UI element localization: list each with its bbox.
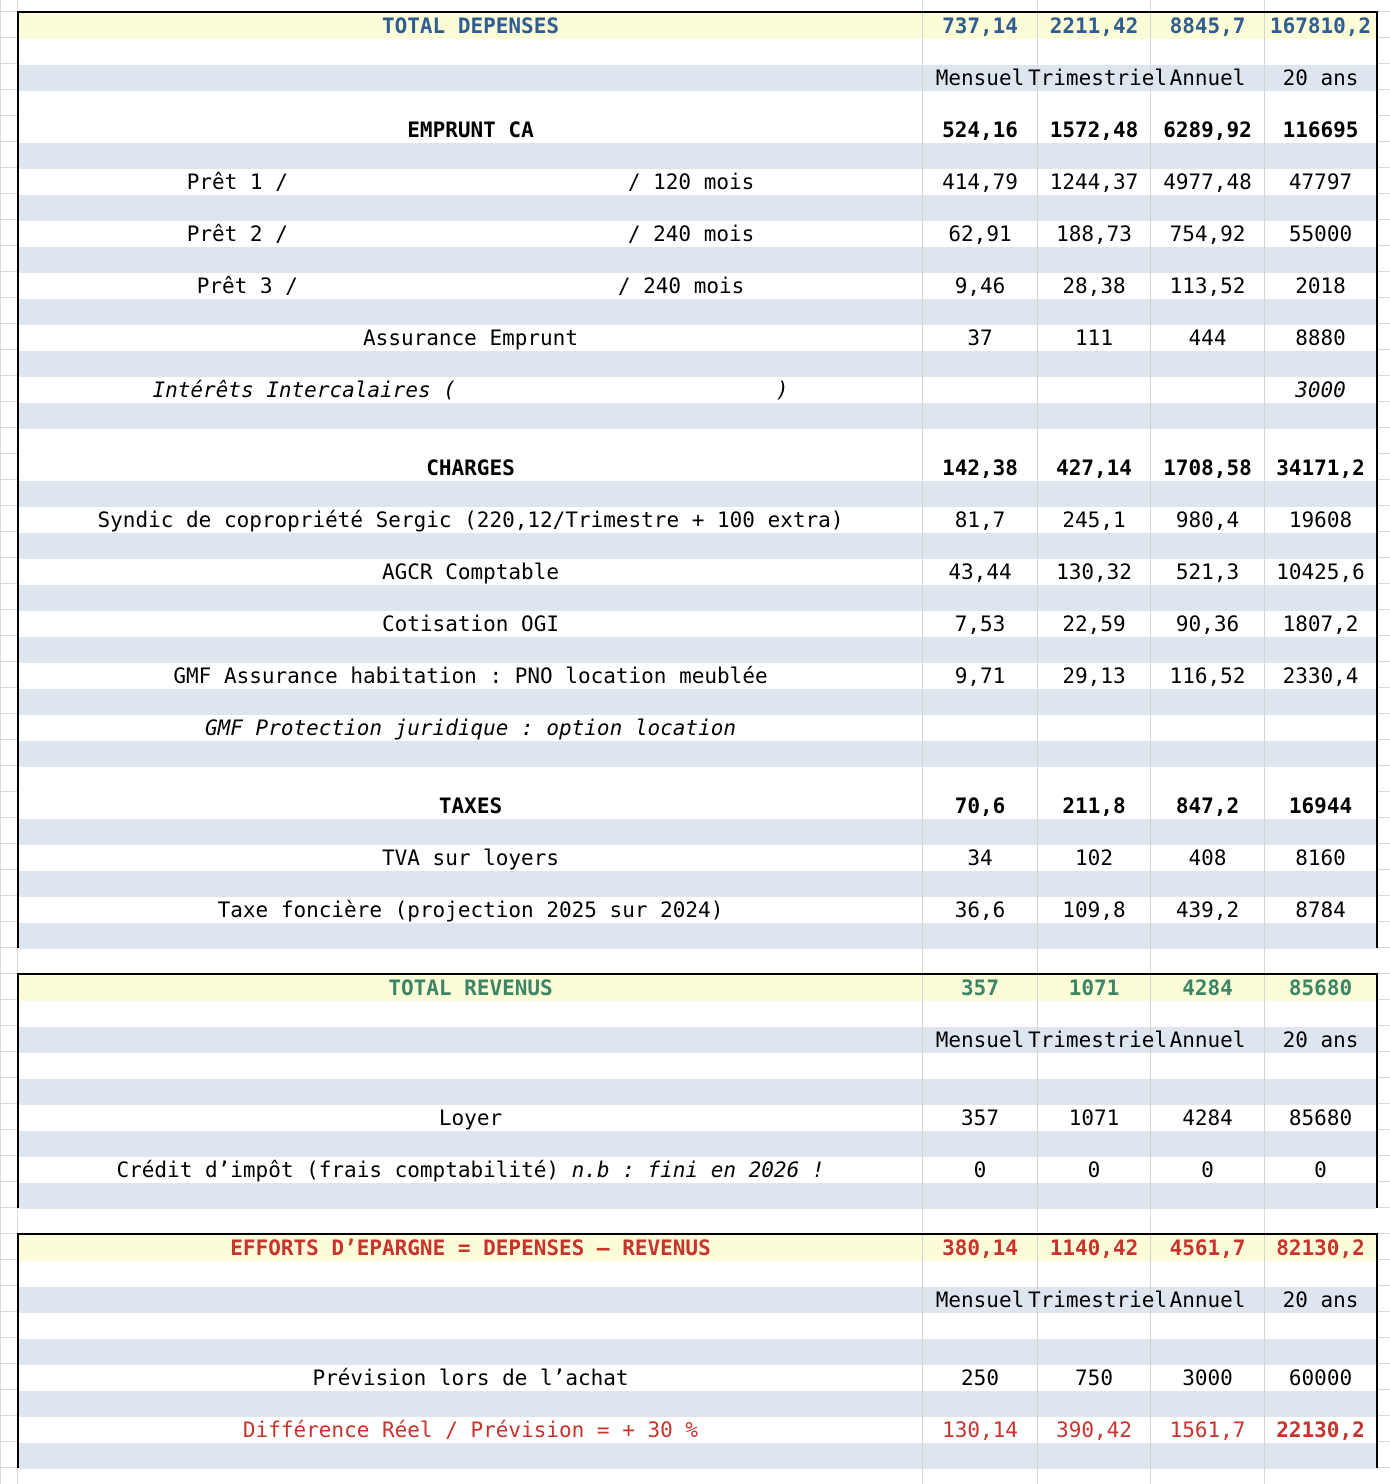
efforts-table — [17, 1233, 1378, 1468]
interets-label: Intérêts Intercalaires ( ) — [19, 377, 923, 403]
total-revenus-label: TOTAL REVENUS — [19, 975, 923, 1001]
charges-label: CHARGES — [19, 455, 923, 481]
col-header-20y: 20 ans — [1282, 1288, 1359, 1312]
loyer-row[interactable] — [19, 1105, 1376, 1131]
efforts-monthly: 380,14 — [923, 1235, 1038, 1261]
charges-monthly: 142,38 — [923, 455, 1038, 481]
col-header-quarterly: Trimestriel — [1028, 1288, 1168, 1312]
total-revenus-20y: 85680 — [1288, 976, 1353, 1000]
assurance-monthly: 37 — [923, 325, 1038, 351]
total-depenses-row[interactable] — [19, 13, 1376, 39]
assurance-quarterly: 111 — [1038, 325, 1151, 351]
empty-row[interactable] — [19, 533, 1376, 559]
col-header-monthly: Mensuel — [923, 1287, 1038, 1313]
pret2-row[interactable] — [19, 221, 1376, 247]
total-depenses-annual: 8845,7 — [1151, 13, 1265, 39]
taxes-20y: 16944 — [1288, 794, 1353, 818]
credit-20y: 0 — [1314, 1158, 1327, 1182]
emprunt-quarterly: 1572,48 — [1038, 117, 1151, 143]
taxes-quarterly: 211,8 — [1038, 793, 1151, 819]
efforts-quarterly: 1140,42 — [1038, 1235, 1151, 1261]
col-header-annual: Annuel — [1151, 1027, 1265, 1053]
credit-annual: 0 — [1151, 1157, 1265, 1183]
emprunt-label: EMPRUNT CA — [19, 117, 923, 143]
pret3-annual: 113,52 — [1151, 273, 1265, 299]
charges-quarterly: 427,14 — [1038, 455, 1151, 481]
efforts-annual: 4561,7 — [1151, 1235, 1265, 1261]
agcr-quarterly: 130,32 — [1038, 559, 1151, 585]
syndic-monthly: 81,7 — [923, 507, 1038, 533]
empty-row[interactable] — [19, 1131, 1376, 1157]
prevision-20y: 60000 — [1288, 1366, 1353, 1390]
total-depenses-label: TOTAL DEPENSES — [19, 13, 923, 39]
loyer-label: Loyer — [19, 1105, 923, 1131]
efforts-row[interactable] — [19, 1235, 1376, 1261]
pret1-monthly: 414,79 — [923, 169, 1038, 195]
col-header-20y: 20 ans — [1282, 1028, 1359, 1052]
pret2-monthly: 62,91 — [923, 221, 1038, 247]
col-header-annual: Annuel — [1151, 65, 1265, 91]
difference-annual: 1561,7 — [1151, 1417, 1265, 1443]
ogi-label: Cotisation OGI — [19, 611, 923, 637]
empty-row[interactable] — [19, 299, 1376, 325]
interets-row[interactable] — [19, 377, 1376, 403]
empty-row[interactable] — [19, 1053, 1376, 1079]
empty-row[interactable] — [19, 1183, 1376, 1209]
col-header-annual: Annuel — [1151, 1287, 1265, 1313]
charges-row[interactable] — [19, 455, 1376, 481]
pret3-monthly: 9,46 — [923, 273, 1038, 299]
prevision-monthly: 250 — [923, 1365, 1038, 1391]
fonciere-annual: 439,2 — [1151, 897, 1265, 923]
agcr-monthly: 43,44 — [923, 559, 1038, 585]
assurance-annual: 444 — [1151, 325, 1265, 351]
total-revenus-row[interactable] — [19, 975, 1376, 1001]
empty-row[interactable] — [19, 871, 1376, 897]
tva-monthly: 34 — [923, 845, 1038, 871]
prevision-label: Prévision lors de l’achat — [19, 1365, 923, 1391]
depenses-table — [17, 11, 1378, 948]
taxes-annual: 847,2 — [1151, 793, 1265, 819]
total-revenus-quarterly: 1071 — [1038, 975, 1151, 1001]
gmf-pno-quarterly: 29,13 — [1038, 663, 1151, 689]
agcr-label: AGCR Comptable — [19, 559, 923, 585]
col-header-quarterly: Trimestriel — [1028, 66, 1168, 90]
syndic-20y: 19608 — [1288, 508, 1353, 532]
loyer-monthly: 357 — [923, 1105, 1038, 1131]
pret2-annual: 754,92 — [1151, 221, 1265, 247]
empty-row[interactable] — [19, 1261, 1376, 1287]
difference-20y: 22130,2 — [1276, 1418, 1365, 1442]
pret3-20y: 2018 — [1295, 274, 1346, 298]
col-header-quarterly: Trimestriel — [1028, 1028, 1168, 1052]
empty-row[interactable] — [19, 91, 1376, 117]
pret2-20y: 55000 — [1288, 222, 1353, 246]
pret2-quarterly: 188,73 — [1038, 221, 1151, 247]
empty-row[interactable] — [19, 819, 1376, 845]
empty-row[interactable] — [19, 195, 1376, 221]
taxes-label: TAXES — [19, 793, 923, 819]
total-depenses-quarterly: 2211,42 — [1038, 13, 1151, 39]
tva-row[interactable] — [19, 845, 1376, 871]
column-header-row[interactable] — [19, 1287, 1376, 1313]
efforts-20y: 82130,2 — [1276, 1236, 1365, 1260]
interets-20y: 3000 — [1295, 378, 1346, 402]
tva-quarterly: 102 — [1038, 845, 1151, 871]
empty-row[interactable] — [19, 481, 1376, 507]
fonciere-20y: 8784 — [1295, 898, 1346, 922]
ogi-monthly: 7,53 — [923, 611, 1038, 637]
assurance-row[interactable] — [19, 325, 1376, 351]
empty-row[interactable] — [19, 143, 1376, 169]
agcr-annual: 521,3 — [1151, 559, 1265, 585]
prevision-row[interactable] — [19, 1365, 1376, 1391]
pret1-annual: 4977,48 — [1151, 169, 1265, 195]
tva-20y: 8160 — [1295, 846, 1346, 870]
gmf-pno-annual: 116,52 — [1151, 663, 1265, 689]
prevision-annual: 3000 — [1151, 1365, 1265, 1391]
pret3-row[interactable] — [19, 273, 1376, 299]
pret1-row[interactable] — [19, 169, 1376, 195]
gmf-pj-row[interactable] — [19, 715, 1376, 741]
emprunt-monthly: 524,16 — [923, 117, 1038, 143]
credit-quarterly: 0 — [1038, 1157, 1151, 1183]
empty-row[interactable] — [19, 637, 1376, 663]
empty-row[interactable] — [19, 247, 1376, 273]
empty-row[interactable] — [19, 1339, 1376, 1365]
ogi-row[interactable] — [19, 611, 1376, 637]
empty-row[interactable] — [19, 923, 1376, 949]
syndic-row[interactable] — [19, 507, 1376, 533]
assurance-20y: 8880 — [1295, 326, 1346, 350]
pret3-label: Prêt 3 / / 240 mois — [19, 273, 923, 299]
empty-row[interactable] — [19, 585, 1376, 611]
prevision-quarterly: 750 — [1038, 1365, 1151, 1391]
efforts-label: EFFORTS D’EPARGNE = DEPENSES – REVENUS — [19, 1235, 923, 1261]
ogi-annual: 90,36 — [1151, 611, 1265, 637]
syndic-label: Syndic de copropriété Sergic (220,12/Trimestre + 100 extra) — [19, 507, 923, 533]
taxes-monthly: 70,6 — [923, 793, 1038, 819]
agcr-row[interactable] — [19, 559, 1376, 585]
credit-note: n.b : fini en 2026 ! — [571, 1158, 825, 1182]
column-header-row[interactable] — [19, 65, 1376, 91]
col-header-monthly: Mensuel — [923, 65, 1038, 91]
gmf-pj-label: GMF Protection juridique : option location — [19, 715, 923, 741]
agcr-20y: 10425,6 — [1276, 560, 1365, 584]
gmf-pno-label: GMF Assurance habitation : PNO location meublée — [19, 663, 923, 689]
pret1-quarterly: 1244,37 — [1038, 169, 1151, 195]
credit-monthly: 0 — [923, 1157, 1038, 1183]
total-revenus-monthly: 357 — [923, 975, 1038, 1001]
empty-row[interactable] — [19, 689, 1376, 715]
gmf-pno-monthly: 9,71 — [923, 663, 1038, 689]
total-depenses-monthly: 737,14 — [923, 13, 1038, 39]
loyer-annual: 4284 — [1151, 1105, 1265, 1131]
emprunt-20y: 116695 — [1282, 118, 1359, 142]
difference-quarterly: 390,42 — [1038, 1417, 1151, 1443]
empty-row[interactable] — [19, 1391, 1376, 1417]
col-header-20y: 20 ans — [1282, 66, 1359, 90]
charges-20y: 34171,2 — [1276, 456, 1365, 480]
revenus-table — [17, 973, 1378, 1208]
column-header-row[interactable] — [19, 1027, 1376, 1053]
empty-row[interactable] — [19, 403, 1376, 429]
pret3-quarterly: 28,38 — [1038, 273, 1151, 299]
syndic-quarterly: 245,1 — [1038, 507, 1151, 533]
empty-row[interactable] — [19, 1443, 1376, 1469]
syndic-annual: 980,4 — [1151, 507, 1265, 533]
total-revenus-annual: 4284 — [1151, 975, 1265, 1001]
empty-row[interactable] — [19, 767, 1376, 793]
fonciere-monthly: 36,6 — [923, 897, 1038, 923]
emprunt-annual: 6289,92 — [1151, 117, 1265, 143]
ogi-quarterly: 22,59 — [1038, 611, 1151, 637]
pret2-label: Prêt 2 / / 240 mois — [19, 221, 923, 247]
tva-annual: 408 — [1151, 845, 1265, 871]
credit-row[interactable] — [19, 1157, 1376, 1183]
assurance-label: Assurance Emprunt — [19, 325, 923, 351]
empty-row[interactable] — [19, 1001, 1376, 1027]
empty-row[interactable] — [19, 39, 1376, 65]
ogi-20y: 1807,2 — [1282, 612, 1359, 636]
difference-row[interactable] — [19, 1417, 1376, 1443]
pret1-20y: 47797 — [1288, 170, 1353, 194]
difference-monthly: 130,14 — [923, 1417, 1038, 1443]
fonciere-row[interactable] — [19, 897, 1376, 923]
total-depenses-20y: 167810,2 — [1269, 14, 1372, 38]
loyer-20y: 85680 — [1288, 1106, 1353, 1130]
fonciere-quarterly: 109,8 — [1038, 897, 1151, 923]
gmf-pno-20y: 2330,4 — [1282, 664, 1359, 688]
gmf-pno-row[interactable] — [19, 663, 1376, 689]
empty-row[interactable] — [19, 1079, 1376, 1105]
taxes-row[interactable] — [19, 793, 1376, 819]
difference-label: Différence Réel / Prévision = + 30 % — [19, 1417, 923, 1443]
empty-row[interactable] — [19, 741, 1376, 767]
credit-label: Crédit d’impôt (frais comptabilité) n.b : fini en 2026 ! — [19, 1157, 923, 1183]
empty-row[interactable] — [19, 429, 1376, 455]
loyer-quarterly: 1071 — [1038, 1105, 1151, 1131]
pret1-label: Prêt 1 / / 120 mois — [19, 169, 923, 195]
charges-annual: 1708,58 — [1151, 455, 1265, 481]
fonciere-label: Taxe foncière (projection 2025 sur 2024) — [19, 897, 923, 923]
empty-row[interactable] — [19, 1313, 1376, 1339]
empty-row[interactable] — [19, 351, 1376, 377]
col-header-monthly: Mensuel — [923, 1027, 1038, 1053]
tva-label: TVA sur loyers — [19, 845, 923, 871]
emprunt-row[interactable] — [19, 117, 1376, 143]
